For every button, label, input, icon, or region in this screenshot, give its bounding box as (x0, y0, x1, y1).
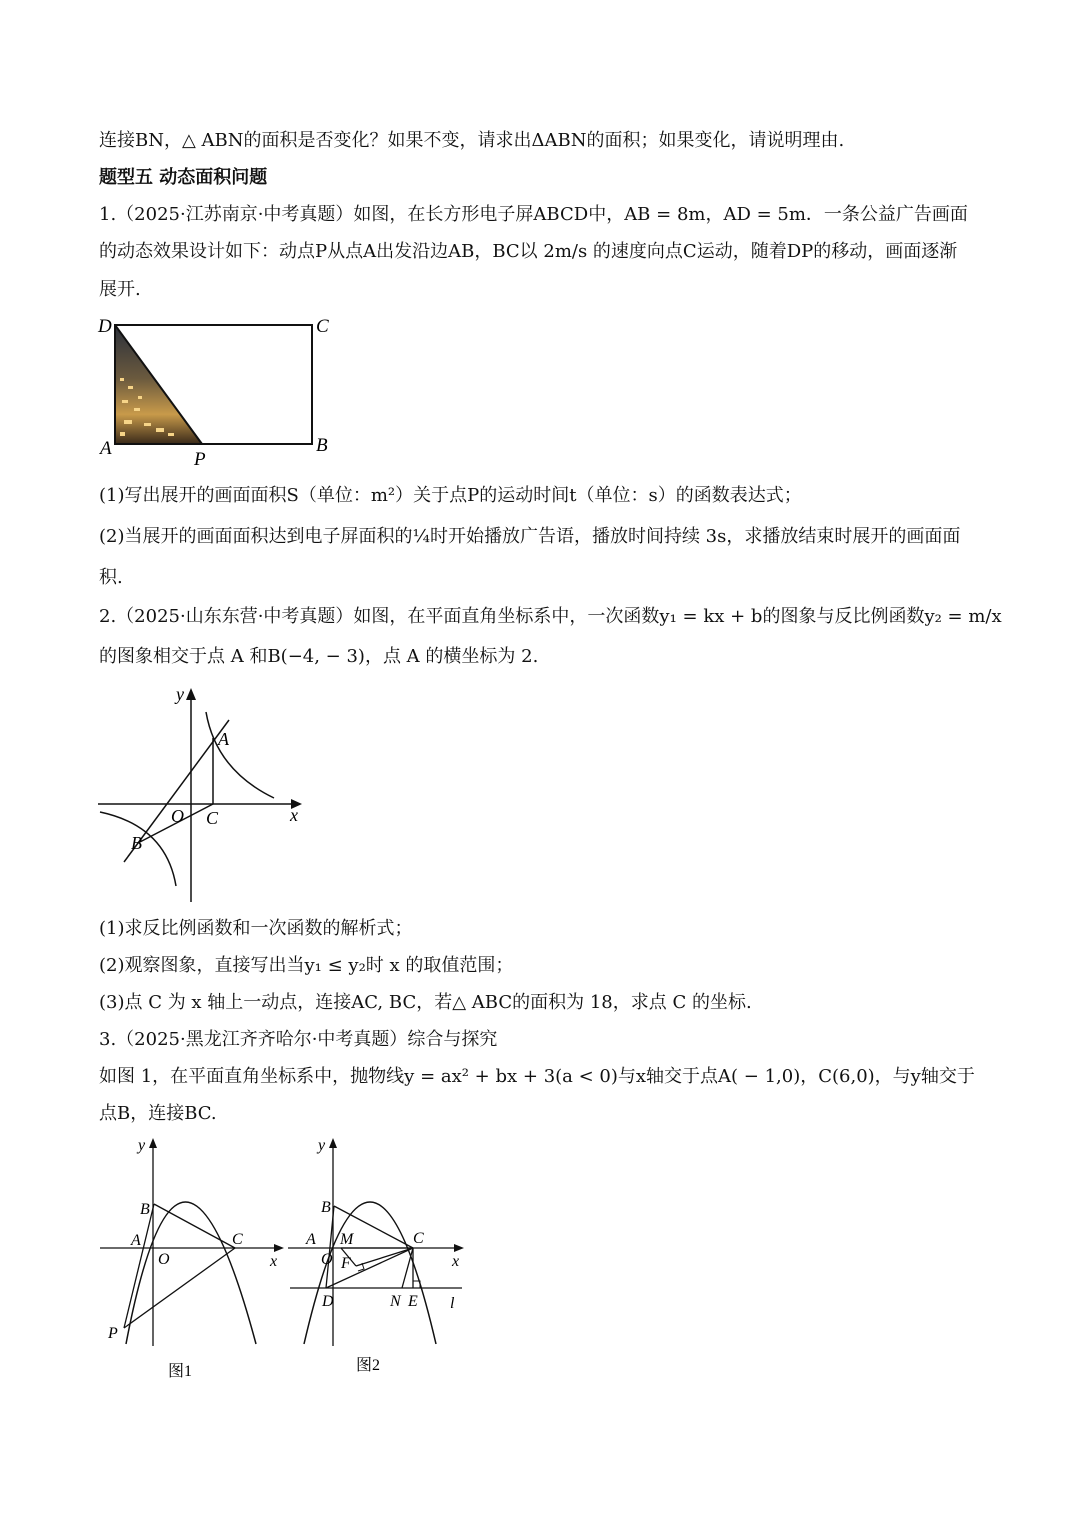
question-1-line: 展开. (99, 279, 141, 300)
label-c: C (232, 1231, 243, 1248)
label-y: y (176, 684, 184, 704)
figure-caption: 图2 (356, 1357, 381, 1374)
label-o: O (171, 806, 184, 826)
label-c: C (316, 316, 329, 337)
question-3-line: 如图 1，在平面直角坐标系中，抛物线y = ax² + bx + 3(a < 0)与x轴交于点A( − 1,0)，C(6,0)，与y轴交于 (99, 1066, 975, 1087)
label-x: x (452, 1253, 460, 1270)
label-c: C (206, 808, 219, 828)
label-a: A (306, 1231, 316, 1248)
label-x: x (290, 805, 298, 825)
label-b: B (140, 1201, 150, 1218)
x-axis-arrow-icon (454, 1244, 464, 1252)
label-a: A (131, 1232, 141, 1249)
question-2-part: (1)求反比例函数和一次函数的解析式； (99, 918, 413, 939)
question-2-line: 2.（2025·山东东营·中考真题）如图，在平面直角坐标系中，一次函数y₁ = kx + b的图象与反比例函数y₂ = m/x (99, 606, 1002, 627)
parabola (304, 1202, 436, 1344)
label-p: P (194, 449, 206, 470)
segment-cn (402, 1248, 413, 1288)
question-1-part: (1)写出展开的画面面积S（单位：m²）关于点P的运动时间t（单位：s）的函数表达式； (99, 485, 802, 506)
label-b: B (321, 1199, 331, 1216)
label-a: A (100, 438, 112, 459)
figure-rectangle-abcd (94, 308, 344, 473)
label-b: B (131, 833, 142, 853)
segment-dc (326, 1248, 413, 1288)
parabola (126, 1202, 256, 1344)
label-b: B (316, 435, 328, 456)
question-2-line: 的图象相交于点 A 和B(−4, − 3)，点 A 的横坐标为 2. (99, 646, 539, 667)
figure-parabola-2 (284, 1132, 480, 1384)
label-o: O (321, 1251, 333, 1268)
hyperbola-branch-1 (206, 712, 274, 798)
x-axis-arrow-icon (274, 1244, 284, 1252)
question-2-part: (3)点 C 为 x 轴上一动点，连接AC, BC，若△ ABC的面积为 18，求点 C 的坐标. (99, 992, 752, 1013)
figure-caption: 图1 (168, 1363, 193, 1380)
question-1-line: 的动态效果设计如下：动点P从点A出发沿边AB，BC以 2m/s 的速度向点C运动，随着DP的移动，画面逐渐 (99, 241, 958, 262)
label-f: F (341, 1255, 351, 1272)
section-title: 题型五 动态面积问题 (99, 167, 268, 188)
y-axis-arrow-icon (329, 1138, 337, 1148)
label-x: x (270, 1253, 278, 1270)
label-d: D (98, 316, 112, 337)
label-m: M (340, 1231, 354, 1248)
question-1-line: 1.（2025·江苏南京·中考真题）如图，在长方形电子屏ABCD中，AB = 8m，AD = 5m．一条公益广告画面 (99, 204, 968, 225)
question-3-line: 点B，连接BC. (99, 1103, 217, 1124)
label-a: A (218, 729, 229, 749)
label-l: l (450, 1295, 455, 1312)
label-d: D (322, 1293, 334, 1310)
label-p: P (108, 1325, 118, 1342)
question-2-part: (2)观察图象，直接写出当y₁ ≤ y₂时 x 的取值范围； (99, 955, 514, 976)
label-e: E (408, 1293, 418, 1310)
label-o: O (158, 1251, 170, 1268)
text-line: 连接BN，△ ABN的面积是否变化？如果不变，请求出ΔABN的面积；如果变化，请说明理由. (99, 130, 845, 151)
question-3-line: 3.（2025·黑龙江齐齐哈尔·中考真题）综合与探究 (99, 1029, 498, 1050)
question-1-part: 积. (99, 567, 123, 588)
label-n: N (390, 1293, 401, 1310)
figure-parabola-1 (94, 1132, 290, 1384)
question-1-part: (2)当展开的画面面积达到电子屏面积的¼时开始播放广告语，播放时间持续 3s，求播放结束时展开的画面面 (99, 526, 961, 547)
y-axis-arrow-icon (149, 1138, 157, 1148)
segment-fc (356, 1248, 413, 1266)
figure-function-graph (94, 680, 314, 908)
label-c: C (413, 1230, 424, 1247)
label-y: y (318, 1137, 326, 1154)
segment-bc (154, 1204, 235, 1248)
y-axis-arrow-icon (186, 688, 196, 700)
label-y: y (138, 1137, 146, 1154)
